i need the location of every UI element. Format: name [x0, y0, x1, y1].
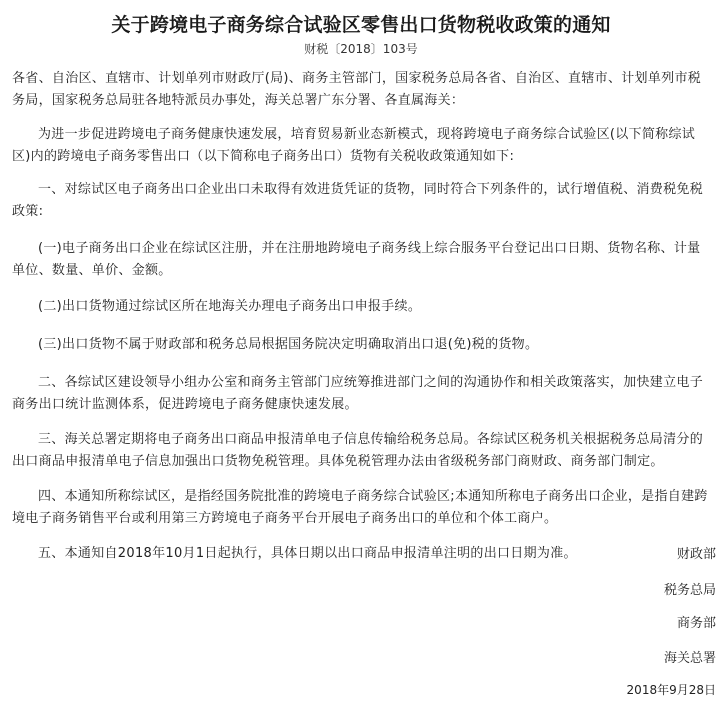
issue-date: 2018年9月28日 [626, 683, 716, 697]
clause-1-1-paragraph: (一)电子商务出口企业在综试区注册，并在注册地跨境电子商务线上综合服务平台登记出口日期、货物名称、计量单位、数量、单价、金额。 [12, 241, 701, 278]
document-body [12, 68, 712, 565]
clause-1-3-paragraph: (三)出口货物不属于财政部和税务总局根据国务院决定明确取消出口退(免)税的货物。 [38, 337, 539, 352]
document-number: 财税〔2018〕103号 [304, 42, 418, 56]
signatory-mofcom: 商务部 [676, 616, 716, 631]
clause-2-paragraph: 二、各综试区建设领导小组办公室和商务主管部门应统筹推进部门之间的沟通协作和相关政策落实，加快建立电子商务出口统计监测体系，促进跨境电子商务健康快速发展。 [12, 375, 704, 412]
clause-1-paragraph: 一、对综试区电子商务出口企业出口未取得有效进货凭证的货物，同时符合下列条件的，试行增值税、消费税免税政策: [12, 182, 704, 219]
clause-5-paragraph: 五、本通知自2018年10月1日起执行，具体日期以出口商品申报清单注明的出口日期为准。 [38, 546, 577, 561]
clause-4-paragraph: 四、本通知所称综试区，是指经国务院批准的跨境电子商务综合试验区;本通知所称电子商务出口企业，是指自建跨境电子商务销售平台或利用第三方跨境电子商务平台开展电子商务出口的单位和个体工商户。 [12, 489, 708, 526]
signatory-sat: 税务总局 [663, 583, 716, 598]
intro-paragraph: 为进一步促进跨境电子商务健康快速发展，培育贸易新业态新模式，现将跨境电子商务综合试验区(以下简称综试区)内的跨境电子商务零售出口（以下简称电子商务出口）货物有关税收政策通知如下: [12, 127, 696, 164]
document-title: 关于跨境电子商务综合试验区零售出口货物税收政策的通知 [111, 14, 611, 36]
signatory-mof: 财政部 [676, 547, 716, 562]
signatory-customs: 海关总署 [663, 651, 716, 666]
clause-1-2-paragraph: (二)出口货物通过综试区所在地海关办理电子商务出口申报手续。 [38, 299, 422, 314]
clause-3-paragraph: 三、海关总署定期将电子商务出口商品申报清单电子信息传输给税务总局。各综试区税务机关根据税务总局清分的出口商品申报清单电子信息加强出口货物免税管理。具体免税管理办法由省级税务部门商财政、商务部门制定。 [12, 432, 704, 469]
greeting-paragraph: 各省、自治区、直辖市、计划单列市财政厅(局)、商务主管部门，国家税务总局各省、自治区、直辖市、计划单列市税务局，国家税务总局驻各地特派员办事处，海关总署广东分署、各直属海关： [12, 71, 702, 108]
